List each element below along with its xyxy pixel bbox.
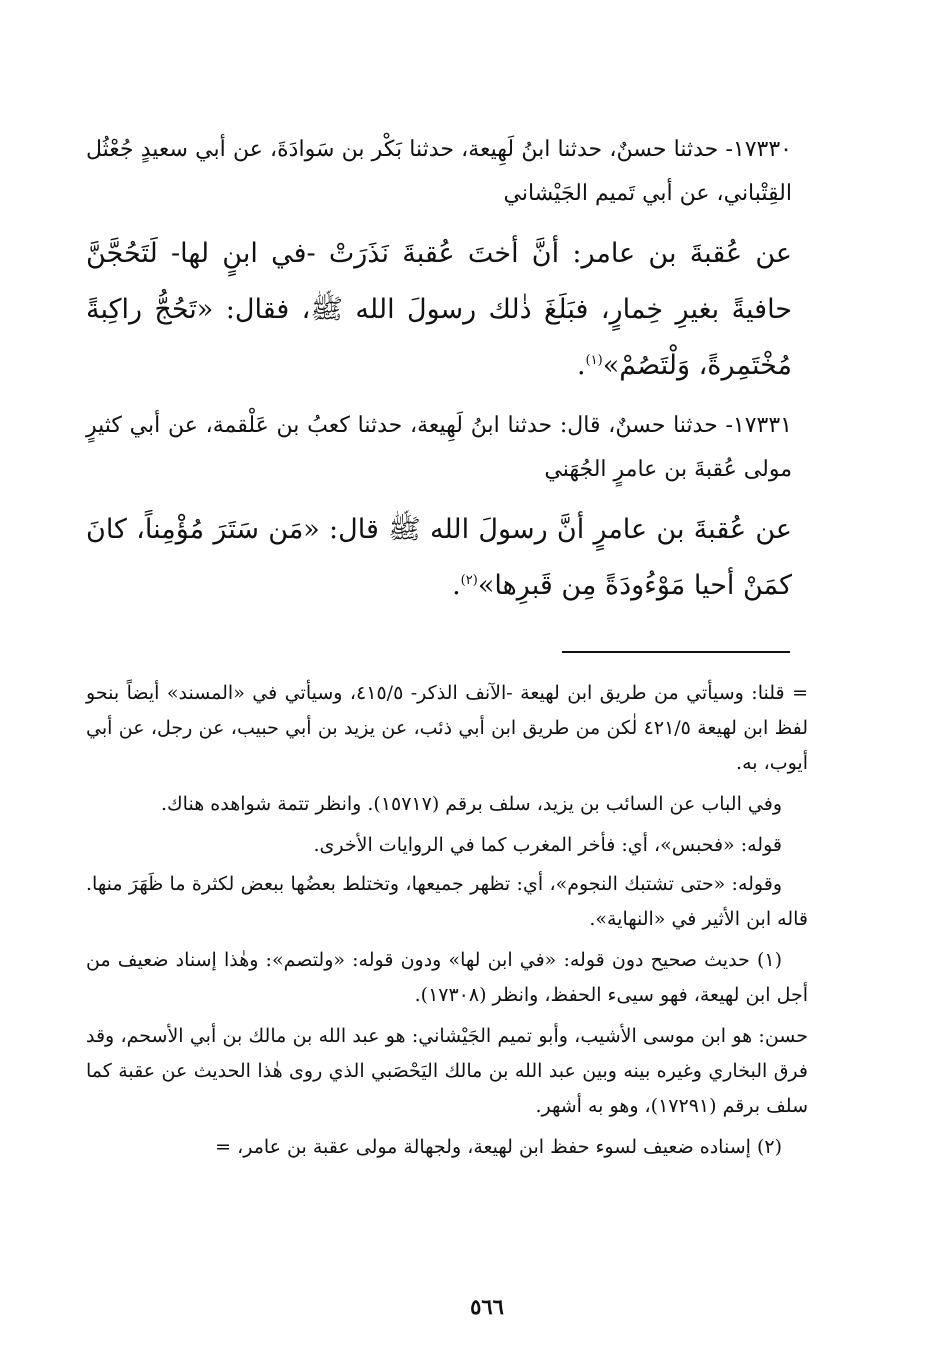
- footnote-marker-1: (١): [585, 353, 603, 368]
- footnote-paragraph: قوله: «فحبس»، أي: فأخر المغرب كما في الروايات الأخرى.: [313, 834, 782, 856]
- footnote-paragraph: وقوله: «حتى تشتبك النجوم»، أي: تظهر جميعها، وتختلط بعضُها ببعض لكثرة ما ظَهَرَ منها. قاله ابن الأثير في «النهاية».: [86, 873, 808, 930]
- hadith-17330-matn-text: عن عُقبةَ بن عامر: أنَّ أختَ عُقبةَ نَذَرَتْ -في ابنٍ لها- لَتَحُجَّنَّ حافيةً بغيرِ خِمارٍ، فبَلَغَ ذٰلك رسولَ الله ﷺ، فقال: «تَحُجُّ راكِبةً مُخْتَمِرةً، وَلْتَصُمْ»: [86, 238, 792, 381]
- footnote-1: (١) حديث صحيح دون قوله: «في ابن لها» ودون قوله: «ولتصم»: وهٰذا إسناد ضعيف من أجل ابن لهيعة، فهو سيىء الحفظ، وانظر (١٧٣٠٨).: [86, 949, 808, 1006]
- footnote-separator: [562, 651, 790, 653]
- footnote-continuation: = قلنا: وسيأتي من طريق ابن لهيعة -الآنف الذكر- ٤١٥/٥، وسيأتي في «المسند» أيضاً بنحو لفظ ابن لهيعة ٤٢١/٥ لٰكن من طريق ابن أبي ذئب، عن يزيد بن أبي حبيب، عن رجل، عن أبي أيوب، به.: [86, 682, 809, 774]
- hadith-17330-matn: [86, 226, 792, 394]
- hadith-17331-matn: [86, 502, 792, 614]
- hadith-17331-end: .: [452, 570, 461, 601]
- footnote-marker-2: (٢): [460, 573, 478, 588]
- footnote-paragraph: حسن: هو ابن موسى الأشيب، وأبو تميم الجَيْشاني: هو عبد الله بن مالك بن أبي الأسحم، وقد فرق البخاري وغيره بينه وبين عبد الله بن مالك اليَحْصَبي الذي روى هٰذا الحديث عن عقبة كما سلف برقم (١٧٢٩١)، وهو به أشهر.: [86, 1025, 808, 1117]
- footnote-2: (٢) إسناده ضعيف لسوء حفظ ابن لهيعة، ولجهالة مولى عقبة بن عامر، =: [215, 1136, 782, 1158]
- hadith-17331-isnad: ١٧٣٣١- حدثنا حسنٌ، قال: حدثنا ابنُ لَهِيعة، حدثنا كعبُ بن عَلْقمة، عن أبي كثيرٍ مولى عُقبةَ بن عامرٍ الجُهَني: [86, 413, 792, 482]
- footnotes: [86, 676, 808, 1171]
- page-number-text: ٥٦٦: [470, 1294, 504, 1319]
- main-text: [86, 128, 792, 614]
- footnote-paragraph: وفي الباب عن السائب بن يزيد، سلف برقم (١٥٧١٧). وانظر تتمة شواهده هناك.: [160, 793, 782, 815]
- page-number: [0, 1294, 934, 1319]
- hadith-17330-isnad: ١٧٣٣٠- حدثنا حسنٌ، حدثنا ابنُ لَهِيعة، حدثنا بَكْر بن سَوادَةَ، عن أبي سعيدٍ جُعْثُل القِتْباني، عن أبي تَميم الجَيْشاني: [86, 137, 792, 206]
- hadith-17331-matn-text: عن عُقبةَ بن عامرٍ أنَّ رسولَ الله ﷺ قال: «مَن سَتَرَ مُؤْمِناً، كانَ كمَنْ أحيا مَوْءُودَةً مِن قَبرِها»: [86, 514, 792, 601]
- hadith-17330-end: .: [576, 350, 586, 381]
